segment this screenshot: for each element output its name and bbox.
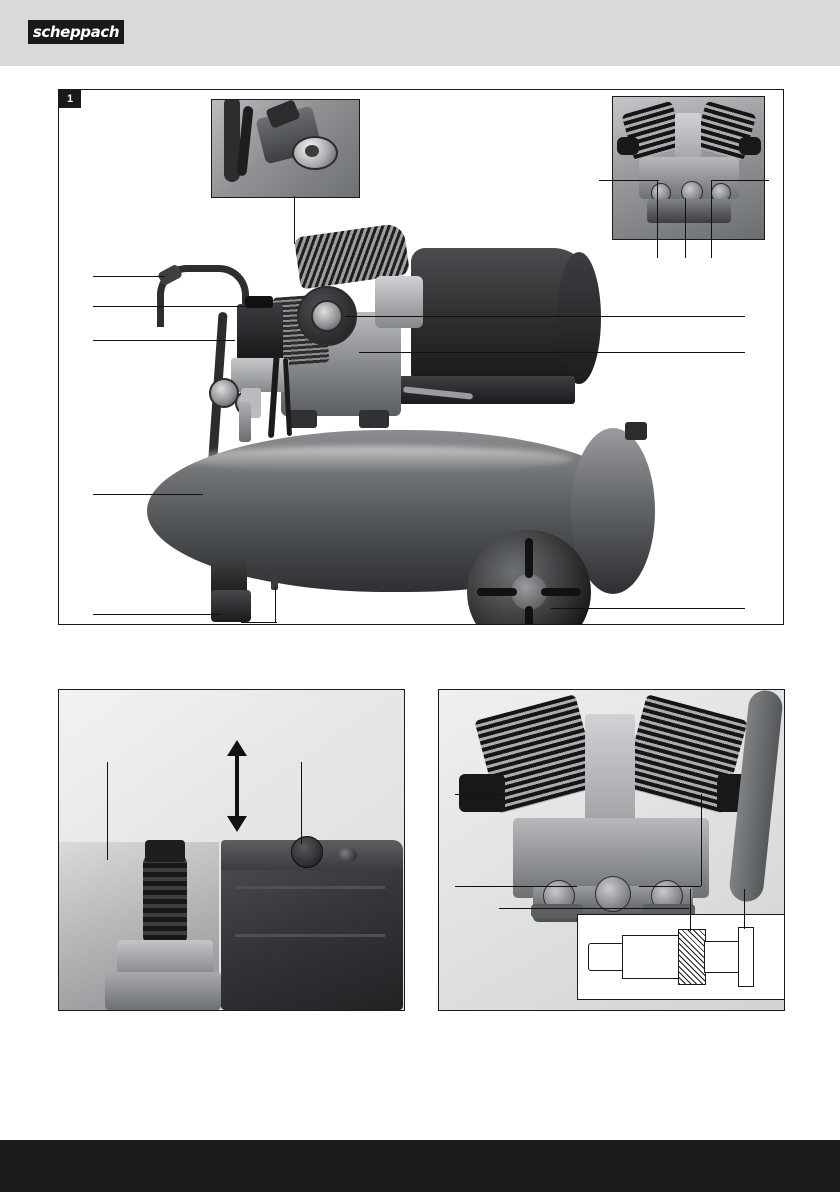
pressure-regulator-body	[231, 358, 289, 392]
figure-2-callout-line-1	[107, 762, 108, 860]
figure-3	[438, 689, 785, 1011]
coupler-body	[622, 935, 680, 979]
figure-3-callout-line-1	[455, 794, 501, 795]
down-arrow-head	[227, 816, 247, 832]
rubber-boot-cap	[145, 840, 185, 862]
figure-3-callout-line-3	[499, 908, 689, 909]
quick-coupler-center	[595, 876, 631, 912]
figure-1-callout-line-7	[93, 276, 165, 277]
rubber-boot	[143, 854, 187, 946]
brand-logo	[28, 20, 124, 44]
coupler-hose-tail	[704, 941, 740, 973]
figure-3-callout-line-5	[701, 794, 702, 886]
figure-3-inset-callout-line-1	[690, 889, 691, 931]
figure-1-callout-line-5	[599, 180, 659, 181]
coupler-nipple	[588, 943, 624, 971]
figure-1-callout-line-4	[711, 180, 712, 258]
figure-1-callout-line-12b	[241, 622, 277, 623]
inset2-lower-pipes	[647, 199, 731, 223]
figure-1-callout-line-6	[711, 180, 769, 181]
figure-3-callout-line-4	[639, 886, 701, 887]
oil-sight-hole	[337, 848, 357, 862]
figure-3-callout-line-2	[455, 886, 577, 887]
crankcase-rib-1	[235, 886, 385, 889]
figure-2-callout-line-2	[301, 762, 302, 844]
page-footer-band	[0, 1140, 840, 1192]
wheel-spoke-1	[525, 538, 533, 578]
boot-mounting-base-2	[105, 972, 221, 1010]
inset2-left-cap	[617, 137, 639, 155]
wheel-spoke-2	[525, 606, 533, 625]
figure-1-callout-line-10	[93, 494, 203, 495]
figure-1	[58, 89, 784, 625]
figure-1-callout-line-8	[93, 306, 245, 307]
figure-1-inset-cylinder-head	[612, 96, 765, 240]
outlet-pipe	[239, 402, 251, 442]
crankcase-rib-2	[235, 934, 385, 937]
inset-knob-center	[305, 145, 319, 157]
brand-logo-text: scheppach	[32, 23, 120, 41]
up-arrow-head	[227, 740, 247, 756]
inset2-right-cap	[739, 137, 761, 155]
coupler-sleeve	[678, 929, 706, 985]
pressure-switch-lever	[245, 296, 273, 308]
crank-hub	[311, 300, 343, 332]
up-down-arrow	[235, 752, 239, 818]
pump-foot-right	[359, 410, 389, 428]
oil-filler-plug	[291, 836, 323, 868]
figure-1-callout-line-12	[275, 586, 276, 622]
crankcase-housing	[221, 852, 403, 1010]
wheel-spoke-3	[477, 588, 517, 596]
wheel-spoke-4	[541, 588, 581, 596]
figure-1-callout-line-14	[359, 352, 745, 353]
page-header-band	[0, 0, 840, 66]
figure-1-callout-line-11	[93, 614, 221, 615]
figure-2	[58, 689, 405, 1011]
figure-3-inset-coupler-section	[577, 914, 785, 1000]
figure-1-callout-line-1	[294, 196, 295, 244]
figure-3-inset-callout-line-2	[744, 889, 745, 929]
figure-1-callout-line-15	[551, 608, 745, 609]
air-tank-highlight	[183, 446, 573, 472]
coupler-end-plate	[738, 927, 754, 987]
pump-pulley-guard	[375, 276, 423, 328]
figure-1-callout-line-2	[657, 180, 658, 258]
air-tank-rear-nipple	[625, 422, 647, 440]
figure-1-callout-line-9	[93, 340, 235, 341]
left-air-filter-cap	[459, 774, 505, 812]
figure-1-callout-line-3	[685, 198, 686, 258]
manifold-pipe-left	[531, 904, 583, 918]
figure-1-callout-line-13	[345, 316, 745, 317]
figure-1-number: 1	[59, 90, 81, 108]
motor-end-bell	[557, 252, 601, 384]
figure-1-inset-pressure-switch	[211, 99, 360, 198]
rear-support-foot	[211, 590, 251, 622]
